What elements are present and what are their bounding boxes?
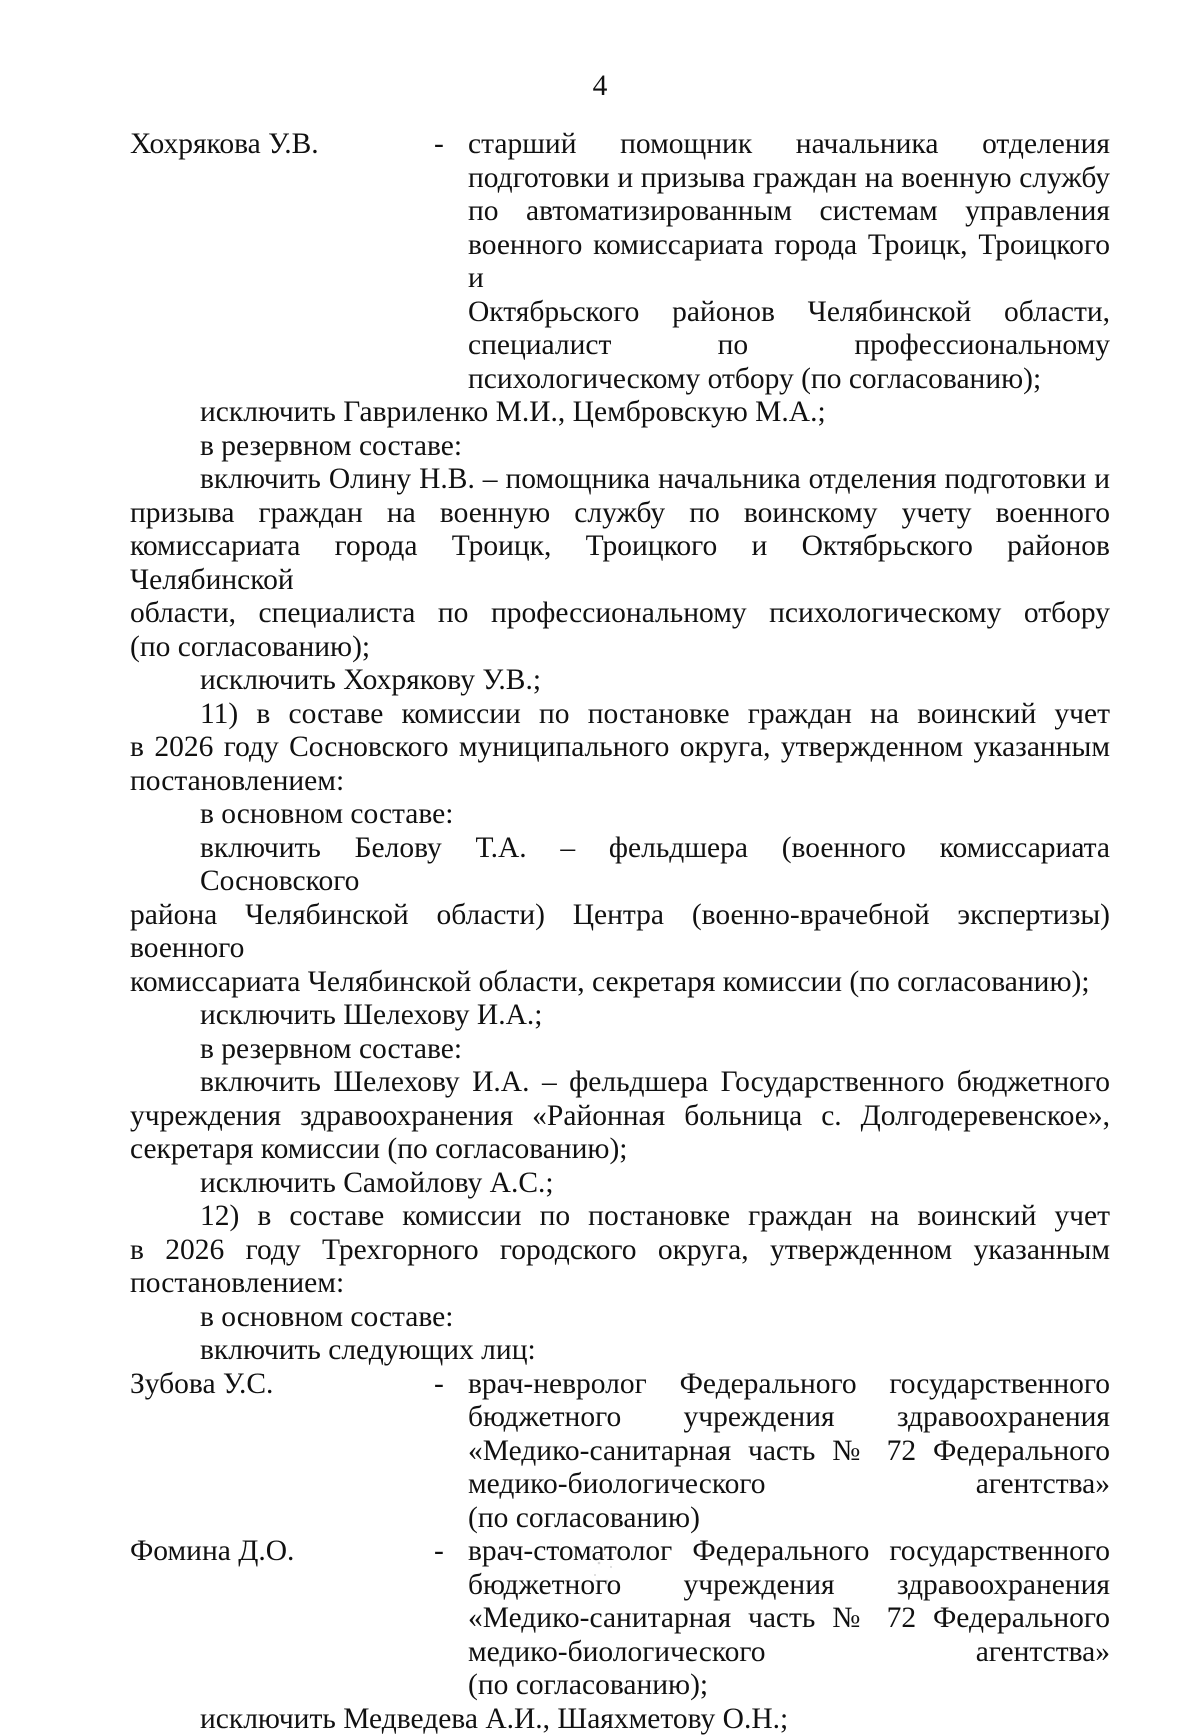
paragraph-reserve-heading: в резервном составе: — [130, 430, 1110, 464]
description-line: бюджетного учреждения здравоохранения — [468, 1401, 1110, 1435]
paragraph-exclude: исключить Шелехову И.А.; — [130, 999, 1110, 1033]
page-number: 4 — [0, 70, 1200, 103]
text-line: области, специалиста по профессиональному психологическому отбору — [130, 597, 1110, 631]
description-line: подготовки и призыва граждан на военную службу — [468, 162, 1110, 196]
paragraph-main-heading: в основном составе: — [130, 798, 1110, 832]
description-line: военного комиссариата города Троицк, Троицкого и — [468, 229, 1110, 296]
person-description — [468, 128, 1110, 396]
text-line: комиссариата Челябинской области, секретаря комиссии (по согласованию); — [130, 966, 1110, 1000]
text-line: постановлением: — [130, 765, 1110, 799]
description-line: старший помощник начальника отделения — [468, 128, 1110, 162]
text-line: 12) в составе комиссии по постановке граждан на воинский учет — [130, 1200, 1110, 1234]
description-line: по автоматизированным системам управления — [468, 195, 1110, 229]
paragraph-exclude: исключить Гавриленко М.И., Цембровскую М.А.; — [130, 396, 1110, 430]
description-line: (по согласованию); — [468, 1669, 1110, 1703]
person-name: Зубова У.С. — [130, 1368, 430, 1402]
description-line: Октябрьского районов Челябинской области, — [468, 296, 1110, 330]
text-line: (по согласованию); — [130, 631, 1110, 665]
paragraph-exclude: исключить Хохрякову У.В.; — [130, 664, 1110, 698]
description-line: «Медико-санитарная часть № 72 Федерального — [468, 1435, 1110, 1469]
paragraph-item-12 — [130, 1200, 1110, 1301]
text-line: призыва граждан на военную службу по воинскому учету военного — [130, 497, 1110, 531]
description-line: психологическому отбору (по согласованию); — [468, 363, 1110, 397]
entry-dash: - — [430, 128, 468, 162]
paragraph-item-11 — [130, 698, 1110, 799]
description-line: врач-стоматолог Федерального государственного — [468, 1535, 1110, 1569]
paragraph-include — [130, 463, 1110, 664]
document-body — [130, 128, 1110, 1736]
text-line: района Челябинской области) Центра (военно-врачебной экспертизы) военного — [130, 899, 1110, 966]
description-line: врач-невролог Федерального государственного — [468, 1368, 1110, 1402]
person-description — [468, 1368, 1110, 1536]
text-line: учреждения здравоохранения «Районная больница с. Долгодеревенское», — [130, 1100, 1110, 1134]
text-line: постановлением: — [130, 1267, 1110, 1301]
description-line: специалист по профессиональному — [468, 329, 1110, 363]
text-line: включить Белову Т.А. – фельдшера (военного комиссариата Сосновского — [130, 832, 1110, 899]
description-line: бюджетного учреждения здравоохранения — [468, 1569, 1110, 1603]
description-line: (по согласованию) — [468, 1502, 1110, 1536]
person-name: Фомина Д.О. — [130, 1535, 430, 1569]
paragraph-main-heading: в основном составе: — [130, 1301, 1110, 1335]
text-line: в 2026 году Трехгорного городского округа, утвержденном указанным — [130, 1234, 1110, 1268]
text-line: включить Шелехову И.А. – фельдшера Государственного бюджетного — [130, 1066, 1110, 1100]
paragraph-exclude-final: исключить Медведева А.И., Шаяхметову О.Н.; — [130, 1703, 1110, 1736]
person-description — [468, 1535, 1110, 1703]
entry-dash: - — [430, 1535, 468, 1569]
description-line: медико-биологического агентства» — [468, 1636, 1110, 1670]
entry-dash: - — [430, 1368, 468, 1402]
scan-artifact-mark — [585, 1545, 625, 1595]
text-line: в 2026 году Сосновского муниципального округа, утвержденном указанным — [130, 731, 1110, 765]
person-entry — [130, 128, 1110, 396]
person-entry — [130, 1368, 1110, 1536]
text-line: включить Олину Н.В. – помощника начальника отделения подготовки и — [130, 463, 1110, 497]
text-line: комиссариата города Троицк, Троицкого и Октябрьского районов Челябинской — [130, 530, 1110, 597]
paragraph-include — [130, 832, 1110, 1000]
paragraph-include — [130, 1066, 1110, 1167]
description-line: «Медико-санитарная часть № 72 Федерального — [468, 1602, 1110, 1636]
paragraph-include-following: включить следующих лиц: — [130, 1334, 1110, 1368]
paragraph-exclude: исключить Самойлову А.С.; — [130, 1167, 1110, 1201]
description-line: медико-биологического агентства» — [468, 1468, 1110, 1502]
paragraph-reserve-heading: в резервном составе: — [130, 1033, 1110, 1067]
text-line: 11) в составе комиссии по постановке граждан на воинский учет — [130, 698, 1110, 732]
person-name: Хохрякова У.В. — [130, 128, 430, 162]
text-line: секретаря комиссии (по согласованию); — [130, 1133, 1110, 1167]
